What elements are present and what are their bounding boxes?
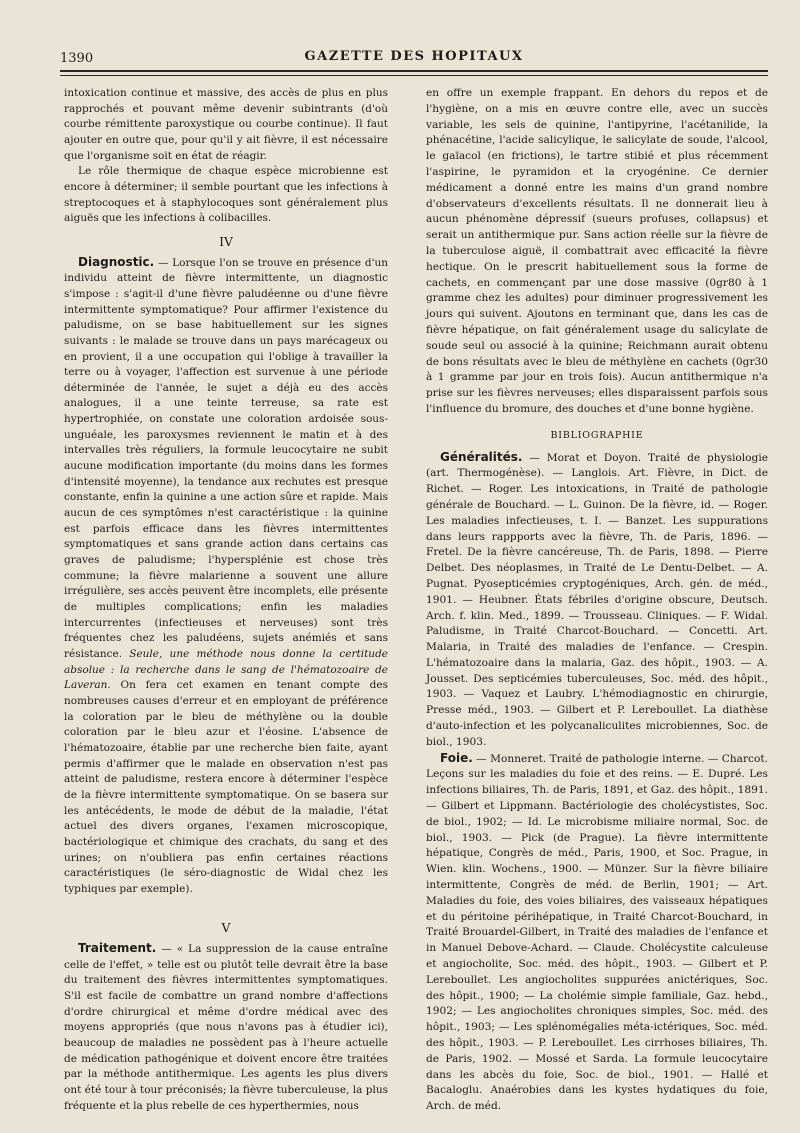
page-number: 1390: [60, 51, 94, 66]
diagnostic-text-2: On fera cet examen en tenant compte des nombreuses causes d'erreur et en employant de préférence la coloration par le bleu de méthylène ou la double coloration par le bleu azur et l'éosine. L'absence de l'hématozoaire, établie par une recherche bien faite, ayant permis d'affirmer que le malade en observation n'est pas atteint de paludisme, restera encore à déterminer l'espèce de la fièvre intermittente symptomatique. On se basera sur les antécédents, le mode de début de la maladie, l'état actuel des divers organes, l'examen microscopique, bactériologique et chimique des crachats, du sang et des urines; on n'oubliera pas enfin certaines réactions caractéristiques (le séro-diagnostic de Widal chez les typhiques par exemple).: [64, 679, 388, 895]
section-heading-iv: IV: [219, 233, 233, 249]
generalites-text: — Morat et Doyon. Traité de physiologie (art. Thermogénèse). — Langlois. Art. Fièvre, in Dict. de Richet. — Roger. Les intoxications, in Traité de pathologie générale de Bouchard. — L. Guinon. De la fièvre, id. — Roger. Les maladies infectieuses, t. I. — Banzet. Les suppurations dans leurs rappports avec la fièvre, Th. de Paris, 1896. — Fretel. De la fièvre cancéreuse, Th. de Paris, 1898. — Pierre Delbet. Des néoplasmes, in Traité de Le Dentu-Delbet. — A. Pugnat. Pyosepticémies cryptogéniques, Arch. gén. de méd., 1901. — Heubner. États fébriles d'origine obscure, Deutsch. Arch. f. klin. Med., 1899. — Trousseau. Cliniques. — F. Widal. Paludisme, in Traité Charcot-Bouchard. — Concetti. Art. Malaria, in Traité des maladies de l'enfance. — Crespin. L'hématozoaire dans la malaria, Gaz. des hôpit., 1903. — A. Jousset. Des septicémies tuberculeuses, Soc. méd. des hôpit., 1903. — Vaquez et Laubry. L'hémodiagnostic en chirurgie, Presse méd., 1903. — Gilbert et P. Lereboullet. La diathèse d'auto-infection et les polycanaliculites microbiennes, Soc. de biol., 1903.: [426, 451, 768, 748]
header-rule-thin: [60, 75, 768, 76]
bibliography-generalites: [426, 450, 768, 751]
right-column: [426, 86, 768, 1115]
spacer: [64, 897, 388, 913]
bibliography-heading: BIBLIOGRAPHIE: [550, 429, 644, 441]
section-heading-v: V: [221, 920, 231, 936]
diagnostic-italic: Seule, une méthode nous donne la certitude absolue : la recherche dans le sang de l'hématozoaire de Laveran.: [64, 647, 388, 692]
paragraph: en offre un exemple frappant. En dehors du repos et de l'hygiène, on a mis en œuvre contre elle, avec un succès variable, les sels de quinine, l'antipyrine, l'acétanilide, la phénacétine, l'acide salicylique, le salicylate de soude, l'alcool, le gaïacol (en frictions), le tartre stibié et plus récemment l'aspirine, le pyramidon et la cryogénine. Ce dernier médicament a donné entre les mains d'un grand nombre d'observateurs d'excellents résultats. Il ne donnerait lieu à aucun phénomène dépressif (sueurs profuses, collapsus) et serait un antithermique pur. Sans action réelle sur la fièvre de la tuberculose aiguë, il combattrait avec efficacité la fièvre hectique. On le prescrit habituellement sous la forme de cachets, en commençant par une dose massive (0gr80 à 1 gramme chez les adultes) pour diminuer progressivement les jours qui suivent. Ajoutons en terminant que, dans les cas de fièvre hépatique, on fait généralement usage du salicylate de soude seul ou associé à la quinine; Reichmann aurait obtenu de bons résultats avec le bleu de méthylène en cachets (0gr30 à 1 gramme par jour en trois fois). Aucun antithermique n'a prise sur les fièvres nerveuses; elles disparaissent parfois sous l'influence du bromure, des douches et d'une bonne hygiène.: [426, 87, 768, 415]
traitement-text: — « La suppression de la cause entraîne celle de l'effet, » telle est ou plutôt telle devrait être la base du traitement des fièvres intermittentes symptomatiques. S'il est facile de combattre un grand nombre d'affections d'ordre chirurgical et même d'ordre médical avec des moyens appropriés (que nous n'avons pas à étudier ici), beaucoup de maladies ne possèdent pas à l'heure actuelle de médication pathogénique et doivent encore être traitées par la méthode antithermique. Les agents les plus divers ont été tour à tour préconisés; la fièvre tuberculeuse, la plus fréquente et la plus rebelle de ces hyperthermies, nous: [64, 943, 388, 1112]
foie-heading: Foie.: [440, 750, 473, 765]
diagnostic-text: — Lorsque l'on se trouve en présence d'un individu atteint de fièvre intermittente, un diagnostic s'impose : s'agit-il d'une fièvre paludéenne ou d'une fièvre intermittente symptomatique? Pour affirmer l'existence du paludisme, on se base habituellement sur les signes suivants : le malade se trouve dans un pays marécageux ou en provient, il a une occupation qui l'oblige à travailler la terre ou à voyager, l'affection est survenue à une période déterminée de l'année, le sujet a déjà eu des accès analogues, il a une teinte terreuse, sa rate est hypertrophiée, on constate une coloration ardoisée sous-unguéale, les paroxysmes reviennent le matin et à des intervalles très réguliers, la formule leucocytaire ne subit aucune modification importante (du moins dans les formes d'intensité moyenne), la tendance aux rechutes est presque constante, enfin la quinine a une action sûre et rapide. Mais aucun de ces symptômes n'est caractéristique : la quinine est parfois efficace dans les fièvres intermittentes symptomatiques et sans grande action dans certains cas graves de paludisme; l'hypersplénie est chose très commune; la fièvre malarienne a souvent une allure irrégulière, ses accès peuvent être incomplets, elle présente de multiples complications; enfin les maladies intercurrentes (infectieuses et nerveuses) sont très fréquentes chez les paludéens, sujets anémiés et sans résistance.: [64, 256, 388, 660]
diagnostic-heading: Diagnostic.: [78, 254, 155, 269]
left-column: [64, 86, 388, 1114]
bibliography-foie: [426, 751, 768, 1115]
header-rule-thick: [60, 70, 768, 72]
journal-title: GAZETTE DES HOPITAUX: [304, 49, 524, 64]
page-header: [60, 46, 768, 68]
diagnostic-paragraph: [64, 255, 388, 898]
paragraph: intoxication continue et massive, des accès de plus en plus rapprochés et pouvant même devenir subintrants (d'où courbe rémittente paroxystique ou courbe continue). Il faut ajouter en outre que, pour qu'il y ait fièvre, il est nécessaire que l'organisme soit en état de réagir.: [64, 87, 388, 162]
traitement-heading: Traitement.: [78, 941, 157, 956]
traitement-paragraph: [64, 941, 388, 1114]
generalites-heading: Généralités.: [440, 449, 523, 464]
foie-text: — Monneret. Traité de pathologie interne. — Charcot. Leçons sur les maladies du foie et des reins. — E. Dupré. Les infections biliaires, Th. de Paris, 1891, et Gaz. des hôpit., 1891. — Gilbert et Lippmann. Bactériologie des cholécystistes, Soc. de biol., 1902; — Id. Le microbisme miliaire normal, Soc. de biol., 1903. — Pick (de Prague). La fièvre intermittente hépatique, Congrès de méd., Paris, 1900, et Soc. Prague, in Wien. klin. Wochens., 1900. — Münzer. Sur la fièvre biliaire intermittente, Congrès de méd. de Berlin, 1901; — Art. Maladies du foie, des voies biliaires, des vaisseaux hépatiques et du péritoine périhépatique, in Traité Charcot-Bouchard, in Traité Brouardel-Gilbert, in Traité des maladies de l'enfance et in Manuel Debove-Achard. — Claude. Cholécystite calculeuse et angiocholite, Soc. méd. des hôpit., 1903. — Gilbert et P. Lereboullet. Les angiocholites suppurées anictériques, Soc. des hôpit., 1900; — La cholémie simple familiale, Gaz. hebd., 1902; — Les angiocholites chroniques simples, Soc. méd. des hôpit., 1903; — Les splénomégalies méta-ictériques, Soc. méd. des hôpit., 1903. — P. Lereboullet. Les cirrhoses biliaires, Th. de Paris, 1902. — Mossé et Sarda. La formule leucocytaire dans les abcès du foie, Soc. de biol., 1901. — Hallé et Bacaloglu. Anaérobies dans les kystes hydatiques du foie, Arch. de méd.: [426, 752, 768, 1113]
paragraph: Le rôle thermique de chaque espèce microbienne est encore à déterminer; il semble pourtant que les infections à streptocoques et à staphylocoques sont généralement plus aiguës que les infections à colibacilles.: [64, 165, 388, 225]
